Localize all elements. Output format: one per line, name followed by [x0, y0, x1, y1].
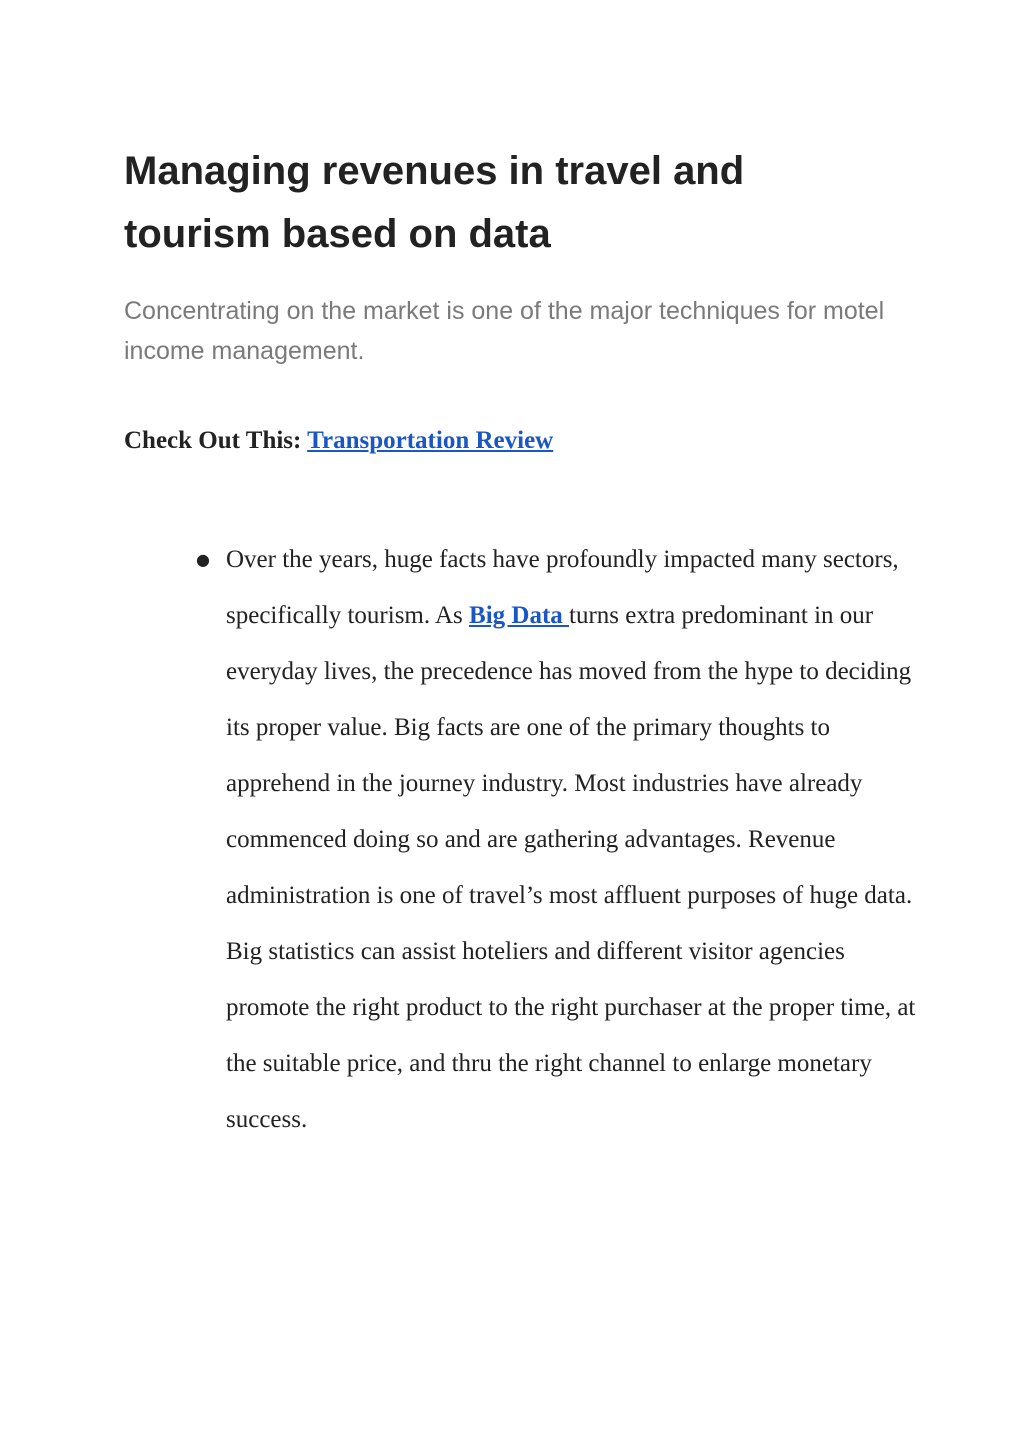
- page-title: Managing revenues in travel and tourism based on data: [124, 149, 745, 256]
- list-item: [196, 532, 916, 1148]
- bullet-dot-icon: ●: [196, 550, 210, 569]
- big-data-link[interactable]: Big Data: [469, 602, 570, 629]
- bullet-list: [196, 532, 916, 1148]
- transportation-review-link[interactable]: Transportation Review: [307, 427, 554, 454]
- subtitle-paragraph: Concentrating on the market is one of the major techniques for motel income management.: [124, 297, 885, 365]
- bullet-text-after-link: turns extra predominant in our everyday lives, the precedence has moved from the hype to deciding its proper value. Big facts are one of the primary thoughts to apprehend in the journey industry. Most industries have already commenced doing so and are gathering advantages. Revenue administration is one of travel’s most affluent purposes of huge data. Big statistics can assist hoteliers and different visitor agencies promote the right product to the right purchaser at the proper time, at the suitable price, and thru the right channel to enlarge monetary success.: [226, 602, 916, 1133]
- check-out-line: [124, 421, 553, 461]
- bullet-text-before-link: Over the years, huge facts have profoundly impacted many sectors, specifically tourism. As: [226, 546, 899, 629]
- check-out-label: Check Out This:: [124, 427, 302, 454]
